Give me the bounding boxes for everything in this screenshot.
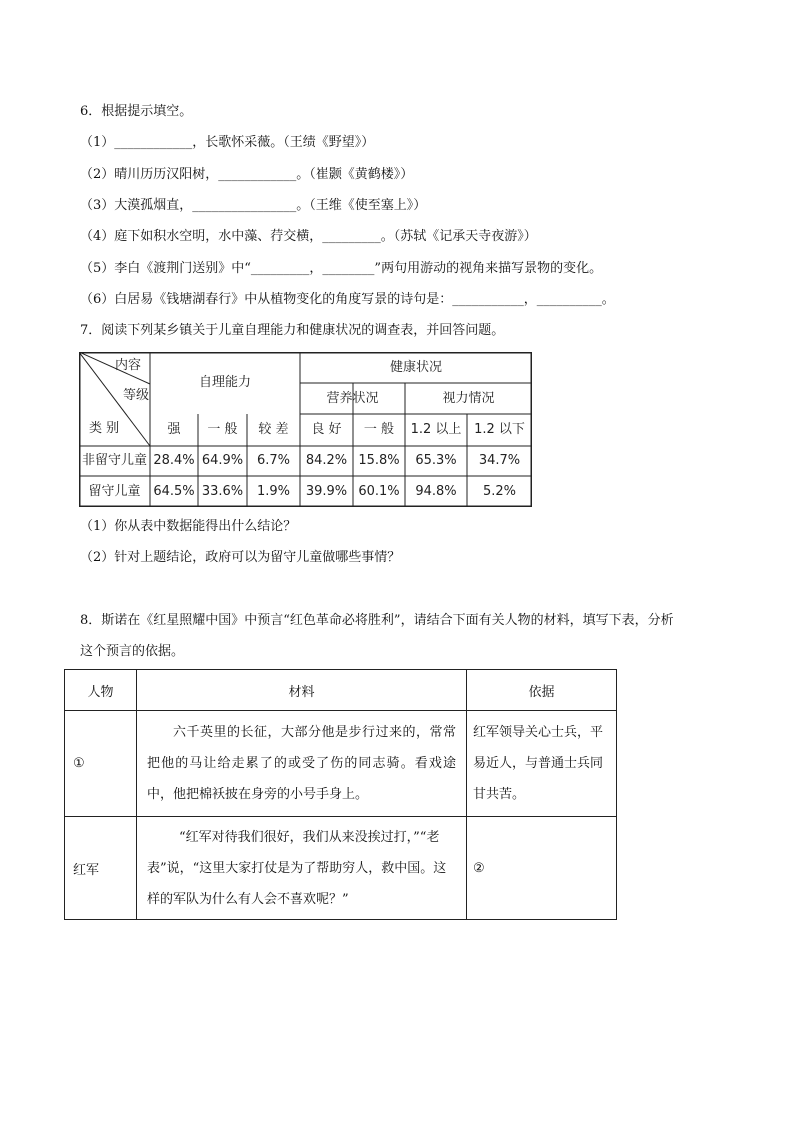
corner-level: 等级: [123, 388, 150, 403]
level-strong: 强: [167, 422, 181, 437]
row2-material-cell: [137, 817, 467, 920]
q8-title-line2: 这个预言的依据。: [80, 644, 185, 659]
q8-title-line1: 8．斯诺在《红星照耀中国》中预言“红色革命必将胜利”，请结合下面有关人物的材料，填写下表，分析: [80, 613, 674, 628]
row1-basis: 红军领导关心士兵，平易近人，与普通士兵同甘共苦。: [473, 725, 604, 802]
table-cell: 6.7%: [256, 453, 291, 468]
table-cell: 33.6%: [201, 484, 244, 499]
group-health: 健康状况: [389, 360, 442, 375]
row1-material-cell: [137, 711, 467, 817]
sub-nutrition: 营养状况: [326, 391, 379, 406]
q7-title: 7．阅读下列某乡镇关于儿童自理能力和健康状况的调查表，并回答问题。: [80, 323, 505, 338]
q7-question-1: （1）你从表中数据能得出什么结论？: [80, 519, 297, 534]
table-cell: 28.4%: [153, 453, 195, 468]
survey-table: [79, 352, 532, 507]
row-label: 非留守儿童: [81, 453, 147, 468]
table-cell: 39.9%: [305, 484, 348, 499]
q6-item-5: （5）李白《渡荆门送别》中“_________，________”两句用游动的视角来描写景物的变化。: [80, 261, 603, 276]
q6-item-1: （1）____________，长歌怀采薇。（王绩《野望》）: [80, 135, 375, 150]
level-average: 一 般: [207, 422, 238, 437]
row2-person: 红军: [65, 817, 137, 920]
row-label: 留守儿童: [88, 484, 141, 499]
table-cell: 1.9%: [256, 484, 291, 499]
table-cell: 34.7%: [478, 453, 521, 468]
level-poor: 较 差: [258, 422, 289, 437]
material-table: [64, 669, 617, 920]
sub-vision: 视力情况: [442, 391, 495, 406]
table-cell: 65.3%: [415, 453, 457, 468]
level-below: 1.2 以下: [474, 422, 525, 437]
row1-material: 六千英里的长征，大部分他是步行过来的，常常把他的马让给走累了的或受了伤的同志骑。看戏途中，他把棉袄披在身旁的小号手身上。: [147, 725, 456, 802]
q6-item-4: （4）庭下如积水空明，水中藻、荇交横，_________。（苏轼《记承天寺夜游》）: [80, 229, 537, 244]
table-cell: 64.5%: [153, 484, 195, 499]
table-cell: 64.9%: [201, 453, 244, 468]
group-selfcare: 自理能力: [198, 375, 251, 390]
table-cell: 5.2%: [482, 484, 517, 499]
level-average-2: 一 般: [363, 422, 395, 437]
row1-basis-cell: [467, 711, 617, 817]
table-cell: 15.8%: [358, 453, 400, 468]
row2-basis: ②: [467, 817, 617, 920]
q6-title: 6．根据提示填空。: [80, 104, 193, 119]
level-good: 良 好: [311, 422, 342, 437]
q6-item-6: （6）白居易《钱塘湖春行》中从植物变化的角度写景的诗句是：___________，__________。: [80, 292, 615, 307]
header-basis: 依据: [467, 670, 617, 711]
q7-question-2: （2）针对上题结论，政府可以为留守儿童做哪些事情？: [80, 550, 401, 565]
header-material: 材料: [137, 670, 467, 711]
table-cell: 60.1%: [358, 484, 400, 499]
corner-content: 内容: [115, 358, 142, 373]
table-cell: 84.2%: [305, 453, 348, 468]
header-person: 人物: [65, 670, 137, 711]
corner-category: 类 别: [89, 421, 120, 436]
level-above: 1.2 以上: [410, 422, 462, 437]
q6-item-3: （3）大漠孤烟直，________________。（王维《使至塞上》）: [80, 198, 427, 213]
table-cell: 94.8%: [415, 484, 457, 499]
row1-person: ①: [65, 711, 137, 817]
row2-material: “红军对待我们很好，我们从来没挨过打，”“老表”说，“这里大家打仗是为了帮助穷人，救中国。这样的军队为什么有人会不喜欢呢？”: [147, 829, 447, 907]
q6-item-2: （2）晴川历历汉阳树，____________。（崔颢《黄鹤楼》）: [80, 167, 414, 182]
